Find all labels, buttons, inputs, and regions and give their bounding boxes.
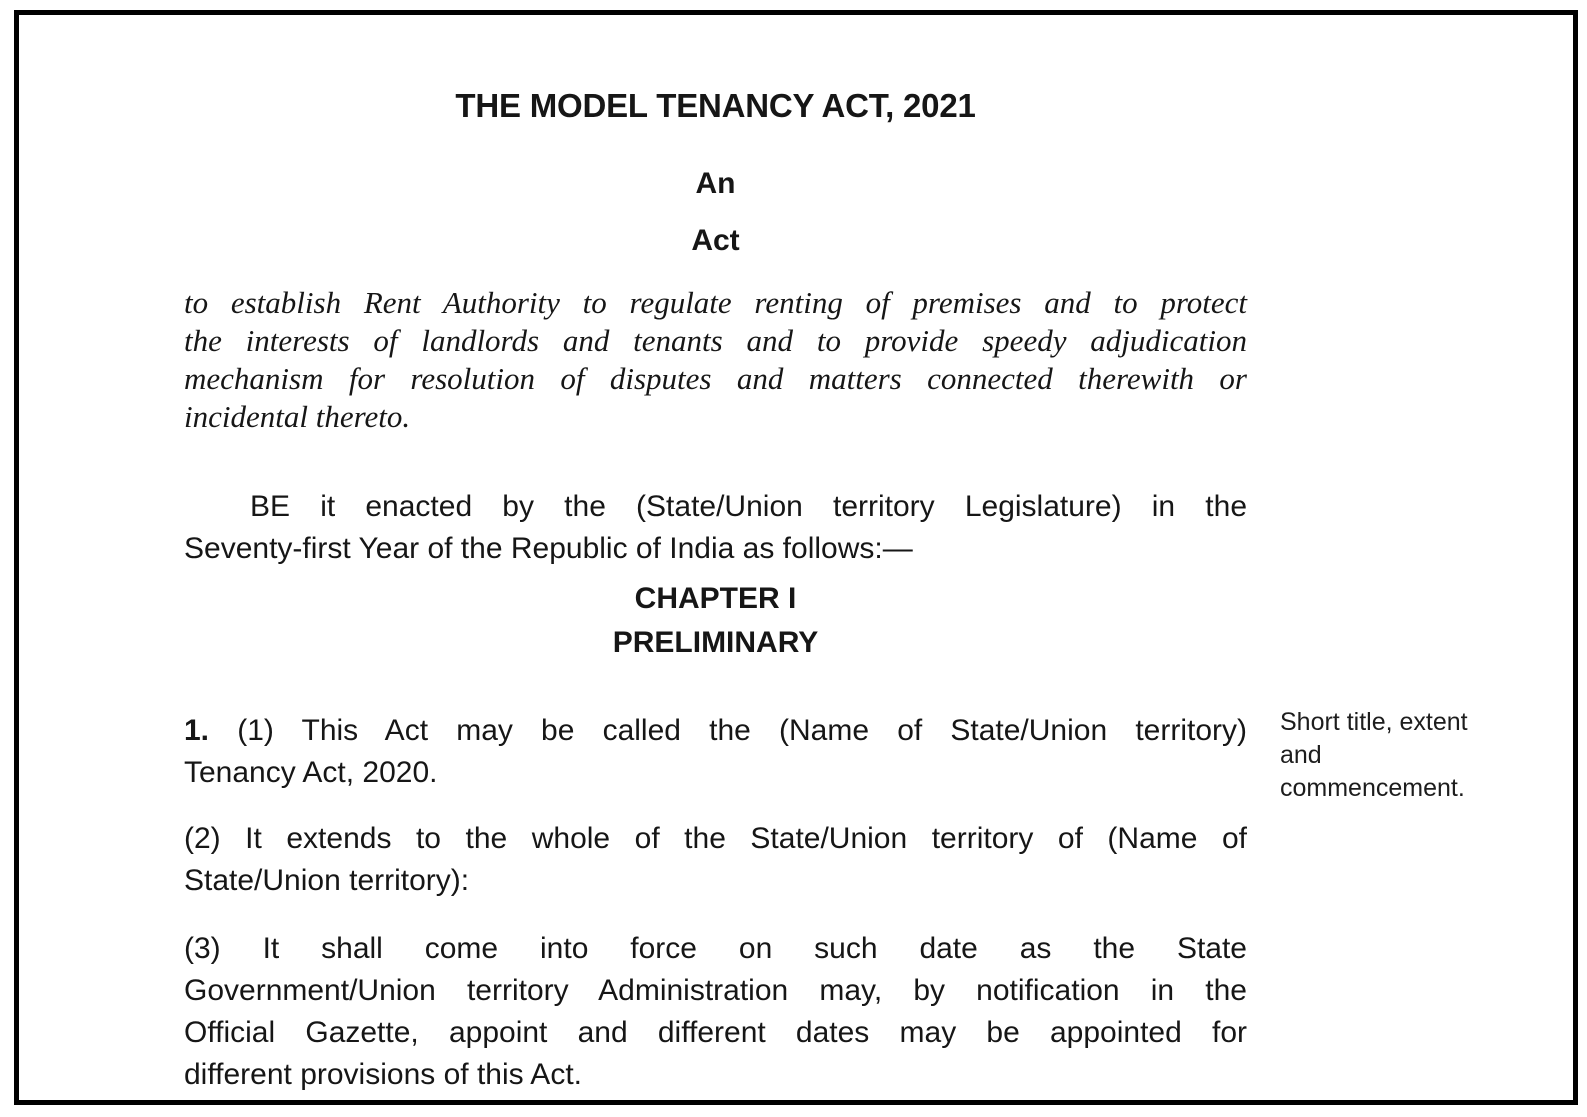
section-1-clause-1 [184, 710, 1247, 794]
section-1-clause-3 [184, 928, 1247, 1096]
text-line: the interests of landlords and tenants and to provide speedy adjudication [184, 323, 1247, 358]
text-line: Official Gazette, appoint and different dates may be appointed for [184, 1016, 1247, 1049]
text-line: BE it enacted by the (State/Union territory Legislature) in the [250, 490, 1247, 523]
text-line: to establish Rent Authority to regulate renting of premises and to protect [184, 285, 1247, 320]
document-title: THE MODEL TENANCY ACT, 2021 [455, 87, 976, 124]
enacting-clause [184, 486, 1247, 570]
page-border [14, 10, 1578, 1105]
act-heading: Act [691, 224, 740, 257]
section-number: 1. [184, 714, 210, 747]
text-line: different provisions of this Act. [184, 1058, 582, 1091]
text-line: commencement. [1280, 774, 1465, 802]
text-line: and [1280, 741, 1322, 769]
text-line: mechanism for resolution of disputes and matters connected therewith or [184, 361, 1247, 396]
text-line: Short title, extent [1280, 708, 1468, 736]
text-line: (2) It extends to the whole of the State/Union territory of (Name of [184, 822, 1247, 855]
chapter-heading: CHAPTER I [634, 582, 797, 615]
section-1-clause-1-text: (1) This Act may be called the (Name of State/Union territory) [237, 714, 1247, 747]
margin-note-short-title [1280, 706, 1515, 805]
section-1-clause-2 [184, 818, 1247, 902]
text-line: incidental thereto. [184, 399, 411, 434]
an-heading: An [695, 167, 736, 200]
text-line [184, 710, 1247, 752]
text-line: (3) It shall come into force on such date as the State [184, 932, 1247, 965]
preamble-paragraph [184, 284, 1247, 436]
text-line: Seventy-first Year of the Republic of India as follows:— [184, 532, 913, 565]
main-text-column [184, 87, 1247, 1096]
chapter-subheading: PRELIMINARY [612, 626, 819, 659]
text-line: Tenancy Act, 2020. [184, 756, 438, 789]
text-line: Government/Union territory Administration may, by notification in the [184, 974, 1247, 1007]
text-line: State/Union territory): [184, 864, 470, 897]
